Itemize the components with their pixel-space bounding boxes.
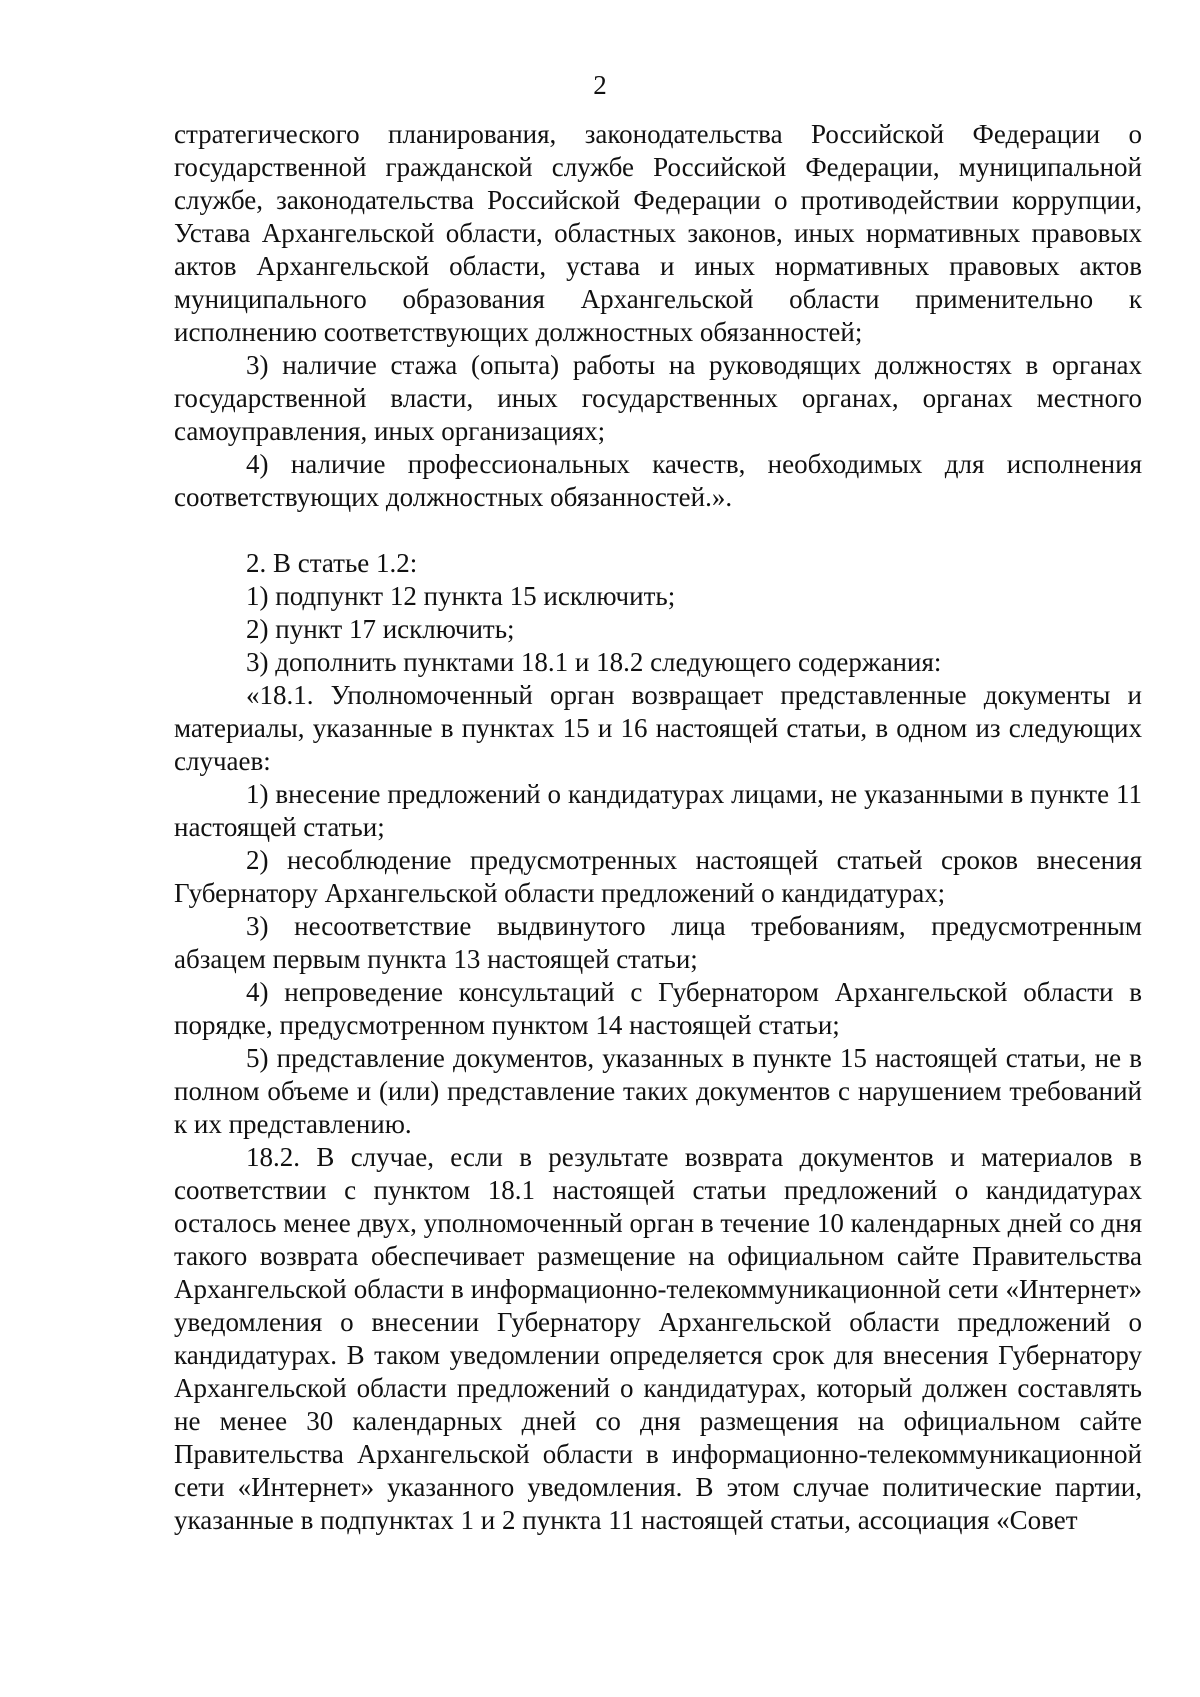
paragraph-subitem-1: 1) подпункт 12 пункта 15 исключить;: [246, 581, 676, 611]
paragraph-item-4: 4) наличие профессиональных качеств, необходимых для исполнения соответствующих должностных обязанностей.».: [174, 449, 1142, 512]
page-number: 2: [593, 70, 607, 100]
paragraph-18-2: 18.2. В случае, если в результате возврата документов и материалов в соответствии с пунктом 18.1 настоящей статьи предложений о кандидатурах осталось менее двух, уполномоченный орган в течение 10 календарных дней со дня такого возврата обеспечивает размещение на официальном сайте Правительства Архангельской области в информационно-телекоммуникационной сети «Интернет» уведомления о внесении Губернатору Архангельской области предложений о кандидатурах. В таком уведомлении определяется срок для внесения Губернатору Архангельской области предложений о кандидатурах, который должен составлять не менее 30 календарных дней со дня размещения на официальном сайте Правительства Архангельской области в информационно-телекоммуникационной сети «Интернет» указанного уведомления. В этом случае политические партии, указанные в подпунктах 1 и 2 пункта 11 настоящей статьи, ассоциация «Совет: [174, 1142, 1142, 1535]
paragraph-case-3: 3) несоответствие выдвинутого лица требованиям, предусмотренным абзацем первым пункта 13 настоящей статьи;: [174, 911, 1142, 974]
paragraph-case-2: 2) несоблюдение предусмотренных настоящей статьей сроков внесения Губернатору Архангельской области предложений о кандидатурах;: [174, 845, 1142, 908]
paragraph-case-4: 4) непроведение консультаций с Губернатором Архангельской области в порядке, предусмотренном пунктом 14 настоящей статьи;: [174, 977, 1142, 1040]
blank-line: [174, 514, 1142, 547]
paragraph-case-1: 1) внесение предложений о кандидатурах лицами, не указанными в пункте 11 настоящей статьи;: [174, 779, 1142, 842]
paragraph-18-1: «18.1. Уполномоченный орган возвращает представленные документы и материалы, указанные в пунктах 15 и 16 настоящей статьи, в одном из следующих случаев:: [174, 680, 1142, 776]
paragraph-subitem-3: 3) дополнить пунктами 18.1 и 18.2 следующего содержания:: [246, 647, 942, 677]
paragraph-item-3: 3) наличие стажа (опыта) работы на руководящих должностях в органах государственной власти, иных государственных органах, органах местного самоуправления, иных организациях;: [174, 350, 1142, 446]
document-body: [174, 118, 1142, 1537]
paragraph-subitem-2: 2) пункт 17 исключить;: [246, 614, 515, 644]
paragraph-case-5: 5) представление документов, указанных в пункте 15 настоящей статьи, не в полном объеме и (или) представление таких документов с нарушением требований к их представлению.: [174, 1043, 1142, 1139]
paragraph-continuation: стратегического планирования, законодательства Российской Федерации о государственной гражданской службе Российской Федерации, муниципальной службе, законодательства Российской Федерации о противодействии коррупции, Устава Архангельской области, областных законов, иных нормативных правовых актов Архангельской области, устава и иных нормативных правовых актов муниципального образования Архангельской области применительно к исполнению соответствующих должностных обязанностей;: [174, 119, 1142, 347]
paragraph-article-heading: 2. В статье 1.2:: [246, 548, 418, 578]
